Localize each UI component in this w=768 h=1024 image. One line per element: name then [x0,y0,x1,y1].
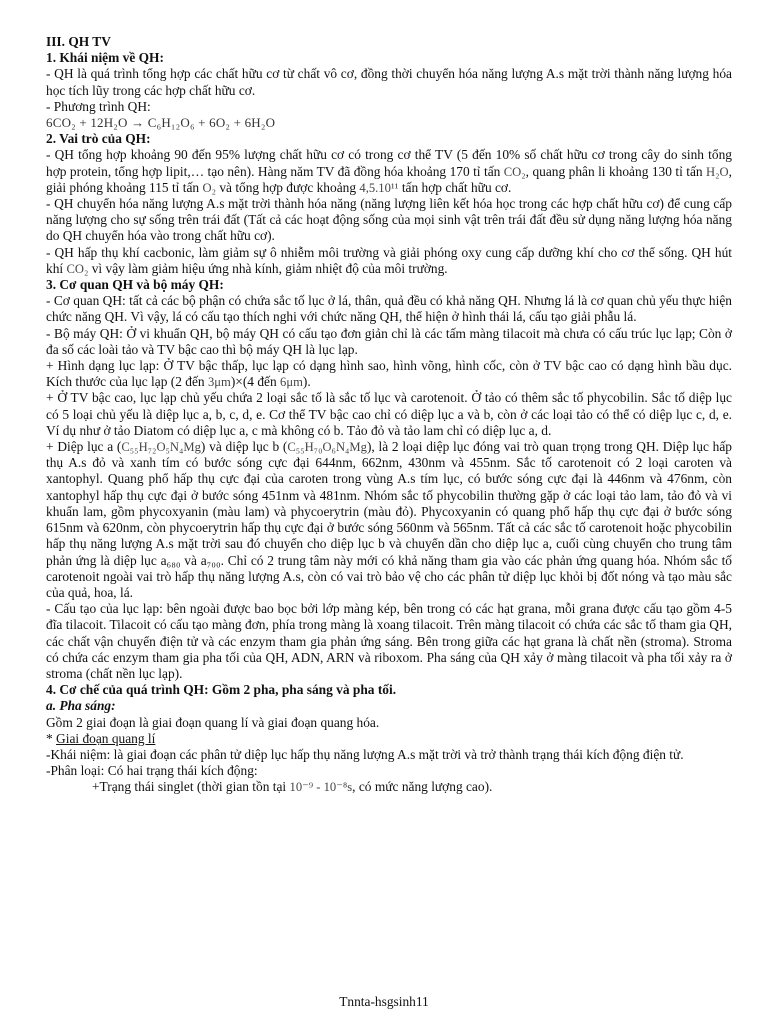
paragraph [46,245,732,277]
size-value: 3μm [207,375,231,390]
paragraph: - Phương trình QH: [46,98,151,114]
text: tấn hợp chất hữu cơ. [401,179,512,195]
stage-title: Giai đoạn quang lí [56,730,156,746]
text: - QH tổng hợp khoảng 90 đến 95% lượng chất hữu cơ có trong cơ thể TV (5 đến 10% số chất hữu cơ trong cây do sinh tổng hợp protein, tổng hợp lipit,… tạo nên). Hàng năm TV đã đồng hóa khoảng 170 tỉ tấn [46,147,732,179]
paragraph: - Bộ máy QH: Ở vi khuẩn QH, bộ máy QH có cấu tạo đơn giản chỉ là các tấm màng tilacoit mà chưa có cấu trúc lục lạp; Còn ở đa số các loài tảo và TV bậc cao thì bộ máy QH là lục lạp. [46,325,732,357]
paragraph [46,358,732,390]
formula-chlorophyll-b: C₅₅H₇₀O₆N₄Mg [287,440,367,455]
formula-o2: O₂ [202,180,216,195]
heading-concept: 1. Khái niệm về QH: [46,50,164,66]
paragraph [46,439,732,601]
bullet-star: * [46,730,57,746]
formula-chlorophyll-a: C₅₅H₇₂O₅N₄Mg [121,440,201,455]
paragraph: -Phân loại: Có hai trạng thái kích động: [46,763,258,779]
formula-co2: CO₂ [503,164,526,179]
text: ) và diệp lục b ( [200,439,288,455]
paragraph: -Khái niệm: là giai đoạn các phân tử diệp lục hấp thụ năng lượng A.s mặt trời và trở thành trạng thái kích động điện tử. [46,746,684,762]
paragraph [46,147,732,196]
heading-mechanism: 4. Cơ chế của quá trình QH: Gồm 2 pha, pha sáng và pha tối. [46,682,397,698]
paragraph [46,731,732,747]
document-body [46,34,732,796]
formula-co2: CO₂ [66,261,89,276]
paragraph [46,779,732,795]
text: - QH hấp thụ khí cacbonic, làm giảm sự ô nhiễm môi trường và giải phóng oxy cung cấp dưỡng khí cho cơ thể sống. QH hút khí [46,244,732,276]
text: , giải phóng khoảng 115 tỉ tấn [46,163,732,195]
number-value: 4,5.10¹¹ [359,180,399,195]
text: ), là 2 loại diệp lục đóng vai trò quan trọng trong QH. Diệp lục hấp thụ A.s đỏ và xanh tím có bước sóng cực đại 644nm, 662nm, 430nm và 455nm. Sắc tố carotenoit có 2 loại caroten và xantophyl. Quang phổ hấp thụ cực đại của caroten trong vùng A.s tím lục, có bước sóng cực đại là 446nm và 476nm, còn xantophyl hấp thụ cực đại ở bước sóng 451nm và 481nm. Nhóm sắc tố phycobilin thường gặp ở các loại tảo lam, tảo đỏ và vi khuẩn lam, gồm phycoxyanin (màu lam) và phycoerytrin (màu đỏ). Phycoxyanin có quang phổ hấp thụ cực đại ở bước sóng 615nm và 620nm, còn phycoerytrin hấp thụ cực đại ở bước sóng 560nm và 565nm. Tất cả các sắc tố carotenoit hoặc phycobilin hấp thụ năng lượng A.s mặt trời sau đó chuyển cho diệp lục b và chuyển dần cho diệp lục a, cuối cùng chuyển cho trung tâm phản ứng là diệp lục a₆₈₀ và a₇₀₀. Chỉ có 2 trung tâm này mới có khả năng tham gia vào các phản ứng quang hóa. Nhóm sắc tố carotenoit ngoài vai trò hấp thụ năng lượng A.s, còn có vai trò bảo vệ cho các phân tử diệp lục khỏi bị đốt nóng và tạo màu sắc của quả, hoa, lá. [46,439,732,600]
text: )×(4 đến [230,374,277,390]
paragraph: - QH là quá trình tổng hợp các chất hữu cơ từ chất vô cơ, đồng thời chuyển hóa năng lượng A.s mặt trời thành năng lượng hóa học tích lũy trong các hợp chất hữu cơ. [46,66,732,98]
photosynthesis-equation: 6CO₂ + 12H₂O → C₆H₁₂O₆ + 6O₂ + 6H₂O [46,115,276,131]
subheading-light-phase: a. Pha sáng: [46,698,116,714]
paragraph: - QH chuyển hóa năng lượng A.s mặt trời thành hóa năng (năng lượng liên kết hóa học trong các hợp chất hữu cơ) để cung cấp năng lượng cho sự sống trên trái đất (Tất cả các hoạt động sống của mọi sinh vật trên trái đất đều sử dụng năng lượng hóa năng do QH chuyển hóa vào trong chất hữu cơ). [46,196,732,244]
text: và tổng hợp được khoảng [219,179,357,195]
formula-h2o: H₂O [706,164,729,179]
paragraph: - Cơ quan QH: tất cả các bộ phận có chứa sắc tố lục ở lá, thân, quả đều có khả năng QH. Nhưng lá là cơ quan chủ yếu thực hiện chức năng QH. Vì vậy, lá có cấu tạo thích nghi với chức năng QH, thể hiện ở hình thái lá, cấu tạo giải phẫu lá. [46,293,732,325]
section-heading: III. QH TV [46,34,111,49]
page-footer: Tnnta-hsgsinh11 [339,994,429,1009]
heading-organ: 3. Cơ quan QH và bộ máy QH: [46,277,224,293]
text: + Hình dạng lục lạp: Ở TV bậc thấp, lục lạp có dạng hình sao, hình võng, hình cốc, còn ở TV bậc cao có dạng hình bầu dục. Kích thước của lục lạp (2 đến [46,358,732,390]
heading-role: 2. Vai trò của QH: [46,131,151,147]
text: ). [302,374,311,390]
text: + Diệp lục a ( [46,439,122,455]
text: +Trạng thái singlet (thời gian tồn tại [92,779,287,795]
text: , quang phân li khoảng 130 tỉ tấn [525,163,703,179]
text: , có mức năng lượng cao). [352,779,493,795]
text: vì vậy làm giảm hiệu ứng nhà kính, giảm nhiệt độ của môi trường. [91,260,448,276]
paragraph: - Cấu tạo của lục lạp: bên ngoài được bao bọc bởi lớp màng kép, bên trong có các hạt grana, mỗi grana được cấu tạo gồm 4-5 đĩa tilacoit. Tilacoit có cấu tạo màng đơn, phía trong màng là xoang tilacoit. Trên màng tilacoit có chứa các sắc tố tham gia QH, các chất vận chuyển điện tử và các enzym tham gia phản ứng sáng. Bên trong giữa các hạt grana là chất nền (stroma). Stroma có chứa các enzym tham gia pha tối của QH, ADN, ARN và riboxom. Pha sáng của QH xảy ở màng tilacoit và pha tối xảy ra ở stroma (chất nền lục lạp). [46,601,732,681]
paragraph: + Ở TV bậc cao, lục lạp chủ yếu chứa 2 loại sắc tố là sắc tố lục và carotenoit. Ở tảo có thêm sắc tố phycobilin. Sắc tố diệp lục có 5 loại chủ yếu là diệp lục a, b, c, d, e. Cơ thể TV bậc cao chỉ có diệp lục a và b, còn ở các loại tảo có thể có diệp lục c, d, e. Ví dụ như ở tảo Diatom có diệp lục a, c mà không có b. Tảo đỏ và tảo lam chỉ có diệp lục a, d. [46,390,732,438]
time-value: 10⁻⁹ - 10⁻⁸s [289,780,353,795]
paragraph: Gồm 2 giai đoạn là giai đoạn quang lí và giai đoạn quang hóa. [46,714,380,730]
size-value: 6μm [280,375,303,390]
